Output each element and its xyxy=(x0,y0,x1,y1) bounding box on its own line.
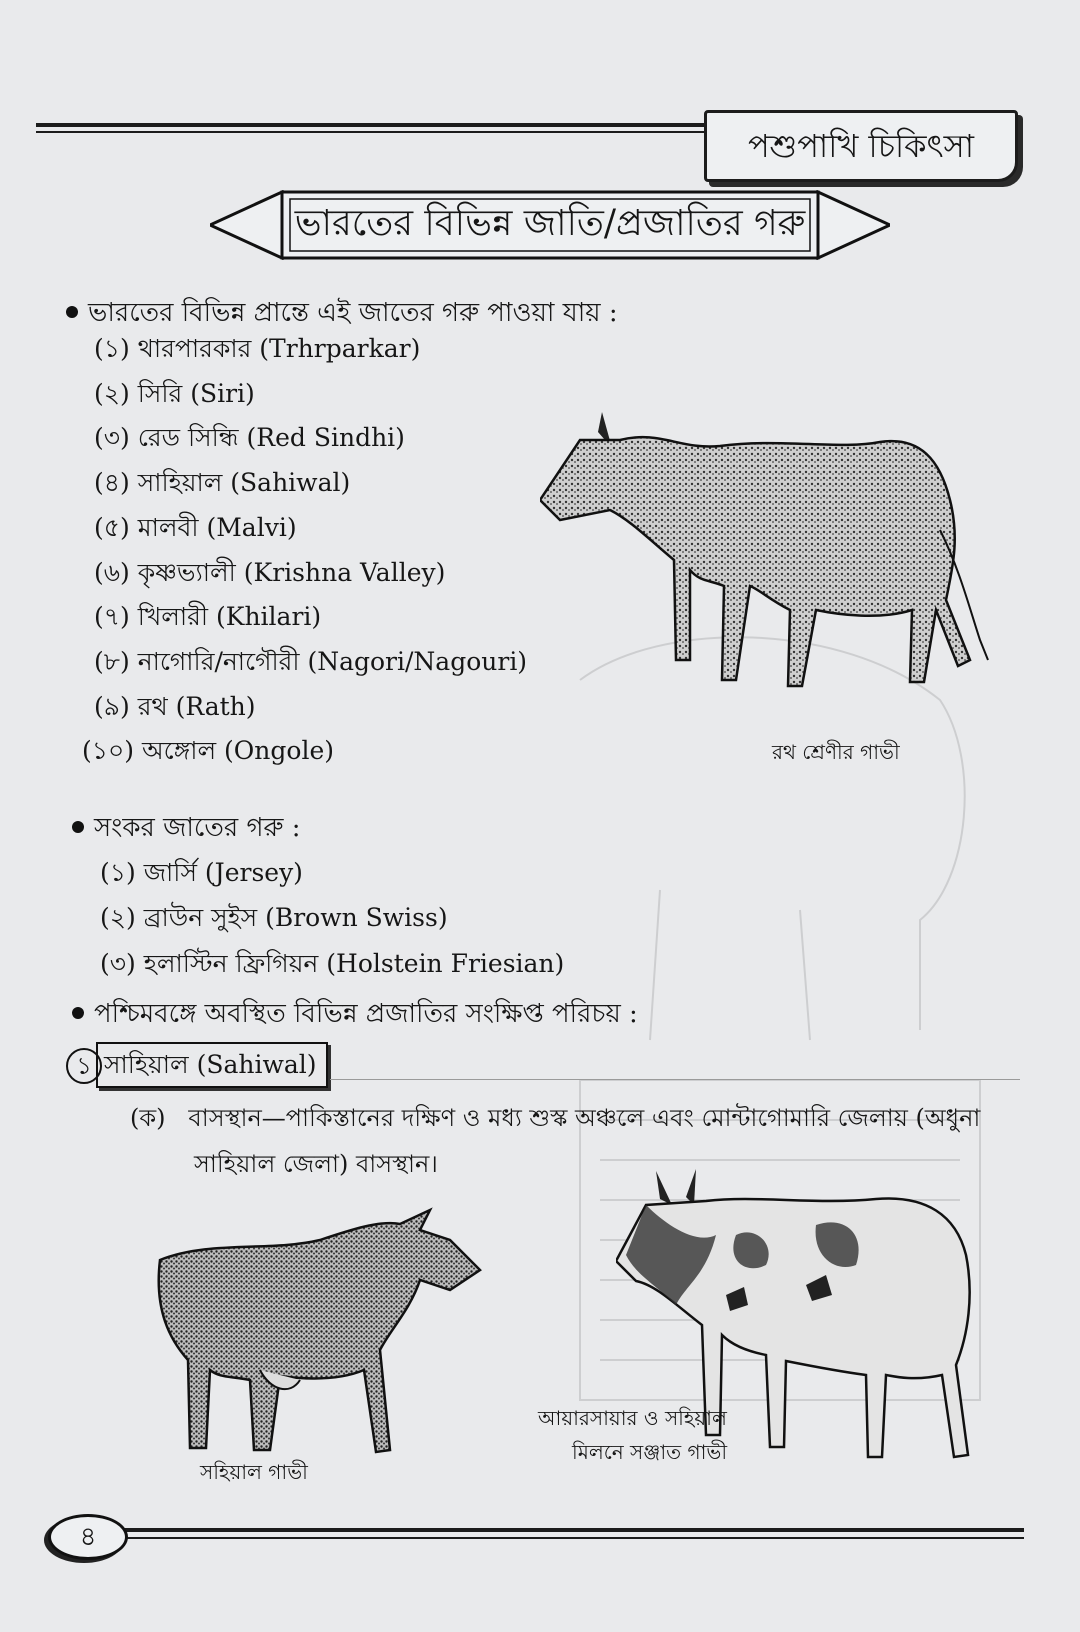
section-heading-cross-breeds: সংকর জাতের গরু : xyxy=(72,807,300,851)
rath-cow-caption: রথ শ্রেণীর গাভী xyxy=(772,740,900,764)
habitat-paragraph-line2: সাহিয়াল জেলা) বাসস্থান। xyxy=(194,1150,438,1178)
list-item: (১) জার্সি (Jersey) xyxy=(100,858,303,887)
habitat-paragraph-line1: (ক) বাসস্থান—পাকিস্তানের দক্ষিণ ও মধ্য শুস্ক অঞ্চলে এবং মোন্টাগোমারি জেলায় (অধুনা xyxy=(130,1104,981,1132)
list-item: (২) ব্রাউন সুইস (Brown Swiss) xyxy=(100,903,448,932)
list-item: (৪) সাহিয়াল (Sahiwal) xyxy=(94,468,351,497)
list-item: (৩) হলাস্টিন ফ্রিগিয়ন (Holstein Friesian) xyxy=(100,949,565,978)
subsection-title: সাহিয়াল (Sahiwal) xyxy=(96,1042,328,1088)
subsection-rule xyxy=(330,1079,1020,1080)
rath-cow-illustration xyxy=(540,410,1010,730)
list-item: (১০) অঙ্গোল (Ongole) xyxy=(82,736,334,765)
subsection-number: ১ xyxy=(66,1048,102,1084)
title-banner xyxy=(210,190,890,260)
footer-rule-thin xyxy=(120,1537,1024,1539)
list-item: (১) থারপারকার (Trhrparkar) xyxy=(94,334,421,363)
section-heading-westbengal: পশ্চিমবঙ্গে অবস্থিত বিভিন্ন প্রজাতির সংক্ষিপ্ত পরিচয় : xyxy=(72,993,638,1037)
header-rule xyxy=(36,123,708,127)
list-item: (৬) কৃষ্ণভ্যালী (Krishna Valley) xyxy=(94,558,446,587)
list-item: (৮) নাগোরি/নাগৌরী (Nagori/Nagouri) xyxy=(94,647,528,676)
page-title: ভারতের বিভিন্ন জাতি/প্রজাতির গরু xyxy=(294,203,806,244)
list-item: (৯) রথ (Rath) xyxy=(94,692,256,721)
header-rule-thin xyxy=(36,131,708,133)
footer-rule xyxy=(120,1528,1024,1532)
list-item: (২) সিরি (Siri) xyxy=(94,379,255,408)
list-item: (৫) মালবী (Malvi) xyxy=(94,513,297,542)
sahiwal-cow-caption: সহিয়াল গাভী xyxy=(200,1460,308,1484)
sahiwal-cow-illustration xyxy=(150,1200,490,1470)
crossbred-caption-line1: আয়ারসায়ার ও সহিয়াল xyxy=(538,1406,727,1430)
list-item: (৩) রেড সিন্ধি (Red Sindhi) xyxy=(94,423,405,452)
page-number: ৪ xyxy=(48,1514,128,1560)
crossbred-caption-line2: মিলনে সঞ্জাত গাভী xyxy=(572,1440,728,1464)
running-head: পশুপাখি চিকিৎসা xyxy=(704,110,1018,182)
list-item: (৭) খিলারী (Khilari) xyxy=(94,602,322,631)
section-heading-indian-breeds: ভারতের বিভিন্ন প্রান্তে এই জাতের গরু পাওয়া যায় : xyxy=(66,292,618,336)
